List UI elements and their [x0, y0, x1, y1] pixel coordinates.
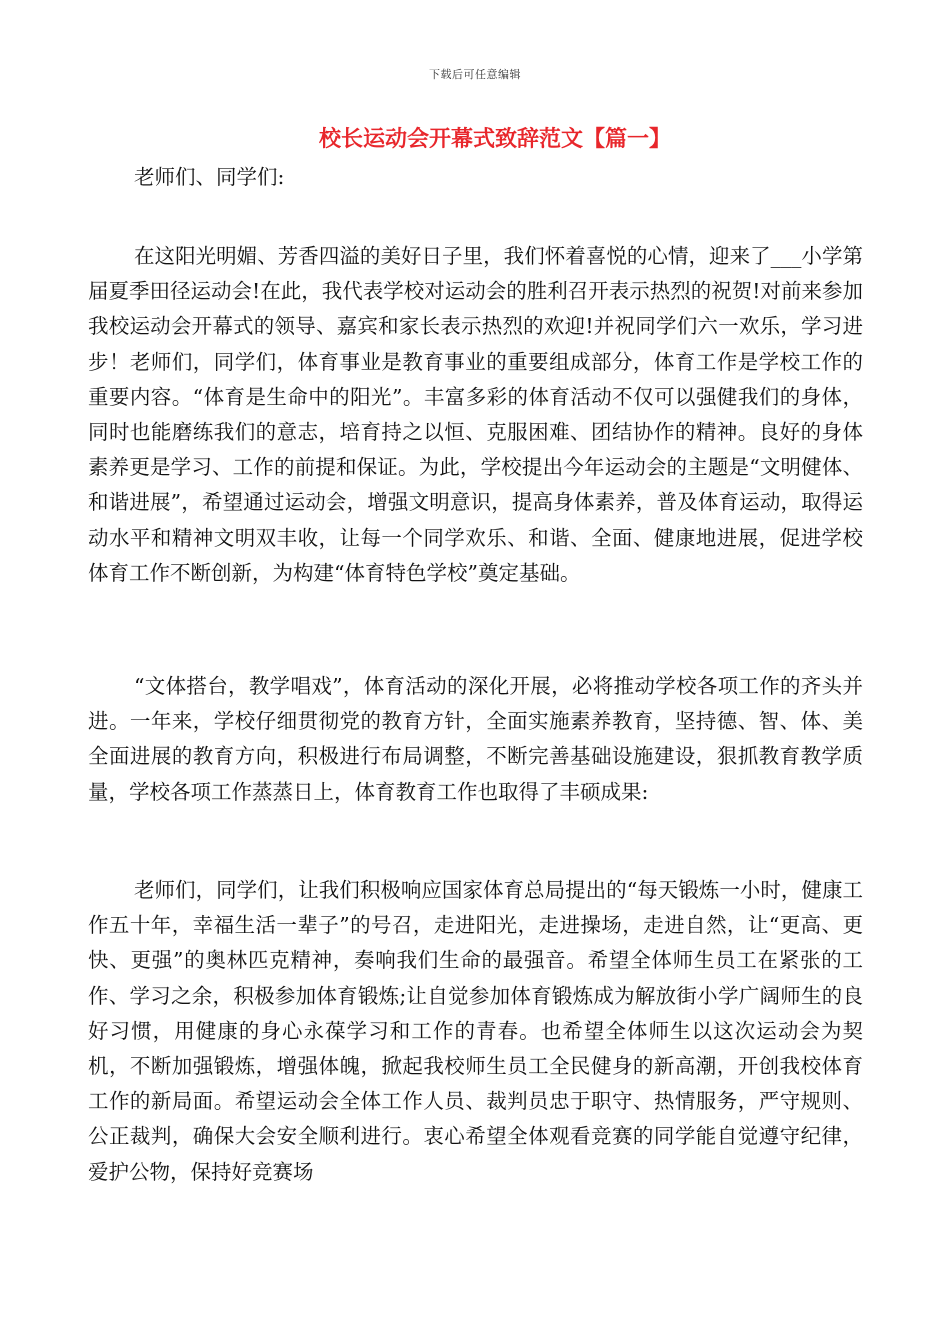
paragraph-1: 在这阳光明媚、芳香四溢的美好日子里，我们怀着喜悦的心情，迎来了___小学第 届夏季田径运动会!在此，我代表学校对运动会的胜利召开表示热烈的祝贺!对前来参加我校运动会开幕式的领导、嘉宾和家长表示热烈的欢迎!并祝同学们六一欢乐，学习进步！老师们，同学们，体育事业是教育事业的重要组成部分，体育工作是学校工作的重要内容。“体育是生命中的阳光”。丰富多彩的体育活动不仅可以强健我们的身体，同时也能磨练我们的意志，培育持之以恒、克服困难、团结协作的精神。良好的身体素养更是学习、工作的前提和保证。为此，学校提出今年运动会的主题是“文明健体、和谐进展”，希望通过运动会，增强文明意识，提高身体素养，普及体育运动，取得运动水平和精神文明双丰收，让每一个同学欢乐、和谐、全面、健康地进展，促进学校体育工作不断创新，为构建“体育特色学校”奠定基础。: [88, 244, 863, 585]
header-note: 下载后可任意编辑: [429, 68, 521, 81]
salutation: 老师们、同学们:: [134, 165, 285, 189]
document-title: 校长运动会开幕式致辞范文【篇一】: [318, 126, 671, 152]
paragraph-3: 老师们，同学们，让我们积极响应国家体育总局提出的“每天锻炼一小时，健康工作五十年，幸福生活一辈子”的号召，走进阳光，走进操场，走进自然，让“更高、更快、更强”的奥林匹克精神，奏响我们生命的最强音。希望全体师生员工在紧张的工作、学习之余，积极参加体育锻炼;让自觉参加体育锻炼成为解放街小学广阔师生的良好习惯，用健康的身心永葆学习和工作的青春。也希望全体师生以这次运动会为契机，不断加强锻炼，增强体魄，掀起我校师生员工全民健身的新高潮，开创我校体育工作的新局面。希望运动会全体工作人员、裁判员忠于职守、热情服务，严守规则、公正裁判，确保大会安全顺利进行。衷心希望全体观看竞赛的同学能自觉遵守纪律，爱护公物，保持好竞赛场: [88, 878, 863, 1184]
paragraph-2: “文体搭台，教学唱戏”，体育活动的深化开展，必将推动学校各项工作的齐头并进。一年来，学校仔细贯彻党的教育方针，全面实施素养教育，坚持德、智、体、美全面进展的教育方向，积极进行布局调整，不断完善基础设施建设，狠抓教育教学质量，学校各项工作蒸蒸日上，体育教育工作也取得了丰硕成果:: [88, 674, 863, 804]
